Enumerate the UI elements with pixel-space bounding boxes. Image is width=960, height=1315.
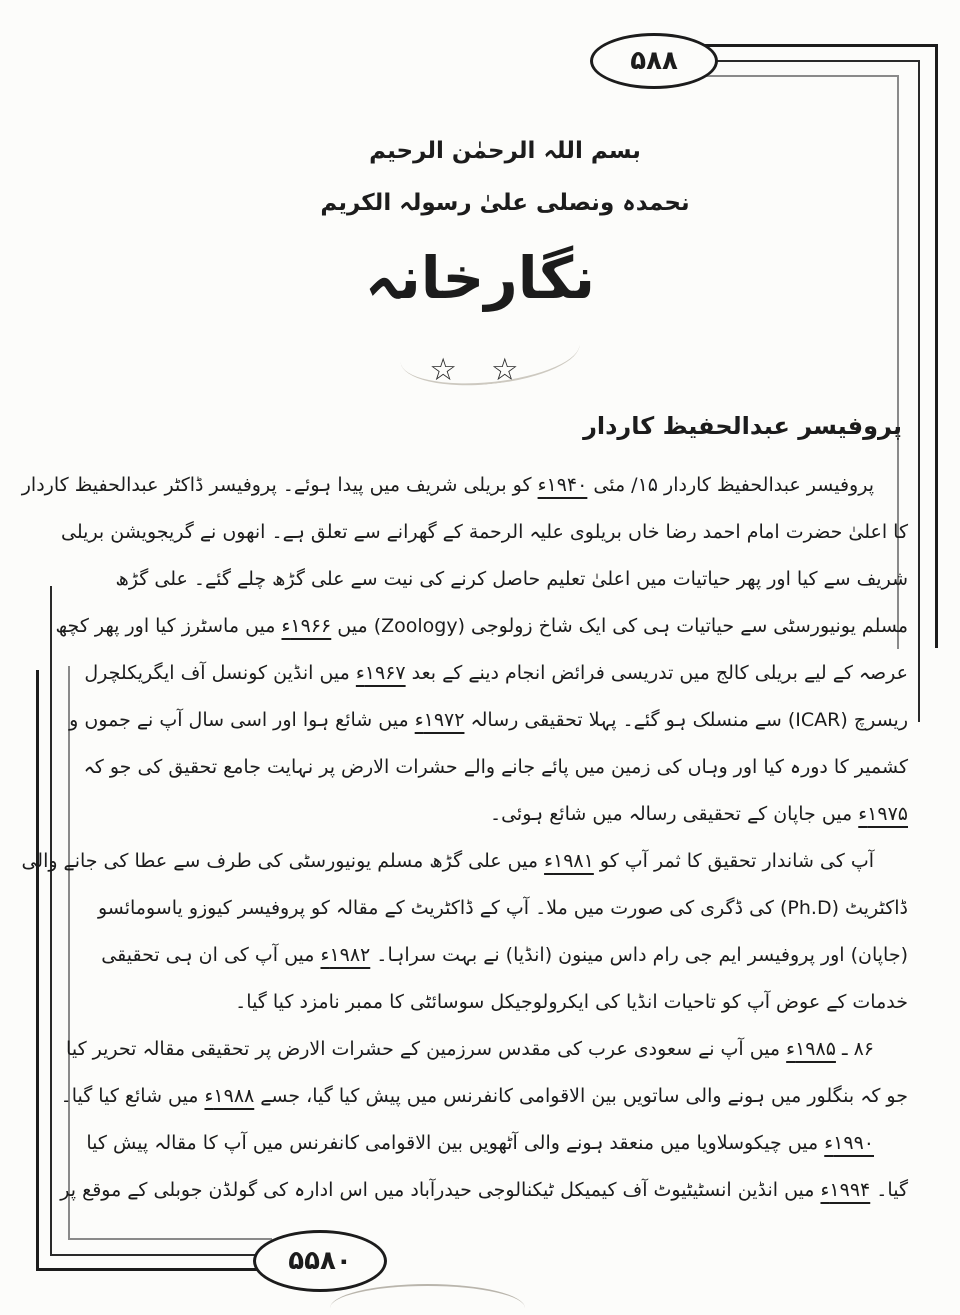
body-line xyxy=(46,1026,908,1073)
page-number-top: ۵۸۸ xyxy=(630,46,678,76)
body-text: میں علی گڑھ مسلم یونیورسٹی کی طرف سے عطا کی جانے والی xyxy=(21,850,545,872)
body-line xyxy=(46,650,908,697)
page-number-bottom: ۵۵۸۰ xyxy=(288,1246,352,1276)
page-title: نگارخانہ xyxy=(364,244,596,312)
article-heading: پروفیسر عبدالحفیظ کاردار xyxy=(583,412,902,440)
underlined-year: ۱۹۷۵ء xyxy=(858,803,908,825)
scan-artifact-arc xyxy=(330,1284,525,1315)
bismillah-line: بسم اللہ الرحمٰن الرحیم xyxy=(369,138,641,164)
body-text: کشمیر کا دورہ کیا اور وہاں کی زمین میں پائے جانے والے حشرات الارض پر نہایت جامع تحقیق کی جو کہ xyxy=(83,756,908,778)
body-line xyxy=(21,838,908,885)
underlined-year: ۱۹۴۰ء xyxy=(537,474,588,496)
body-line xyxy=(46,1167,908,1214)
body-line xyxy=(21,462,908,509)
body-line xyxy=(46,556,908,603)
body-line xyxy=(46,1120,908,1167)
body-line xyxy=(46,932,908,979)
body-text: میں آپ نے سعودی عرب کی مقدس سرزمین کے حشرات الارض پر تحقیقی مقالہ تحریر کیا xyxy=(66,1038,787,1060)
body-line xyxy=(46,697,908,744)
body-text: شریف سے کیا اور پھر حیاتیات میں اعلیٰ تعلیم حاصل کرنے کی نیت سے علی گڑھ چلے گئے۔ علی گڑھ xyxy=(115,568,908,590)
underlined-year: ۱۹۸۵ء xyxy=(786,1038,836,1060)
body-line xyxy=(46,885,908,932)
underlined-year: ۱۹۹۰ء xyxy=(824,1132,874,1154)
page-number-badge-bottom xyxy=(253,1230,387,1292)
article-body xyxy=(21,462,908,1214)
body-text: ۸۶ ـ xyxy=(835,1038,874,1060)
body-text: پروفیسر عبدالحفیظ کاردار ۱۵/ مئی xyxy=(587,474,874,496)
underlined-year: ۱۹۸۲ء xyxy=(320,944,371,966)
body-text: میں انڈین انسٹیٹیوٹ آف کیمیکل ٹیکنالوجی حیدرآباد میں اس ادارہ کی گولڈن جوبلی کے موقع پر xyxy=(60,1179,821,1201)
body-line xyxy=(46,979,908,1026)
body-text: کا اعلیٰ حضرت امام احمد رضا خاں بریلوی علیہ الرحمة کے گھرانے سے تعلق ہے۔ انھوں نے گریجویشن بریلی xyxy=(61,521,908,543)
body-text: (جاپان) اور پروفیسر ایم جی رام داس مینون (انڈیا) نے بہت سراہا۔ xyxy=(370,944,908,966)
body-line xyxy=(46,791,908,838)
body-text: عرصہ کے لیے بریلی کالج میں تدریسی فرائض انجام دینے کے بعد xyxy=(405,662,908,684)
body-text: آپ کی شاندار تحقیق کا ثمر آپ کو xyxy=(593,850,874,872)
underlined-year: ۱۹۶۶ء xyxy=(281,615,332,637)
body-text: میں شائع کیا گیا۔ xyxy=(60,1085,205,1107)
body-text: میں انڈین کونسل آف ایگریکلچرل xyxy=(84,662,356,684)
body-text: ریسرچ (ICAR) سے منسلک ہو گئے۔ پہلا تحقیقی رسالہ xyxy=(464,709,908,731)
body-text: خدمات کے عوض آپ کو تاحیات انڈیا کی ایکرولوجیکل سوسائٹی کا ممبر نامزد کیا گیا۔ xyxy=(235,991,908,1013)
body-text: گیا۔ xyxy=(870,1179,908,1201)
body-text: میں آپ کی ان ہی تحقیقی xyxy=(101,944,321,966)
body-text: مسلم یونیورسٹی سے حیاتیات ہی کی ایک شاخ زولوجی (Zoology) میں xyxy=(331,615,908,637)
body-line xyxy=(46,744,908,791)
body-text: میں شائع ہوا اور اسی سال آپ نے جموں و xyxy=(69,709,415,731)
underlined-year: ۱۹۷۲ء xyxy=(414,709,465,731)
body-line xyxy=(46,1073,908,1120)
body-line xyxy=(46,603,908,650)
body-text: جو کہ بنگلور میں ہونے والی ساتویں بین الاقوامی کانفرنس میں پیش کیا گیا، جسے xyxy=(254,1085,908,1107)
page-number-badge-top xyxy=(590,33,718,89)
body-line xyxy=(46,509,908,556)
star-divider: ☆ ☆ xyxy=(429,352,531,388)
hamd-salat-line: نحمدہ ونصلی علیٰ رسولہ الکریم xyxy=(320,190,690,216)
body-text: ڈاکٹریٹ (Ph.D) کی ڈگری کی صورت میں ملا۔ آپ کے ڈاکٹریٹ کے مقالہ کو پروفیسر کیوزو یاسومائسو xyxy=(97,897,908,919)
underlined-year: ۱۹۸۱ء xyxy=(544,850,594,872)
body-text: میں ماسٹرز کیا اور پھر کچھ xyxy=(55,615,282,637)
body-text: میں چیکوسلاویا میں منعقد ہونے والی آٹھویں بین الاقوامی کانفرنس میں آپ کا مقالہ پیش کیا xyxy=(86,1132,825,1154)
underlined-year: ۱۹۸۸ء xyxy=(204,1085,255,1107)
body-text: کو بریلی شریف میں پیدا ہوئے۔ پروفیسر ڈاکٹر عبدالحفیظ کاردار xyxy=(21,474,538,496)
body-text: میں جاپان کے تحقیقی رسالہ میں شائع ہوئی۔ xyxy=(489,803,859,825)
underlined-year: ۱۹۹۴ء xyxy=(820,1179,871,1201)
underlined-year: ۱۹۶۷ء xyxy=(355,662,406,684)
